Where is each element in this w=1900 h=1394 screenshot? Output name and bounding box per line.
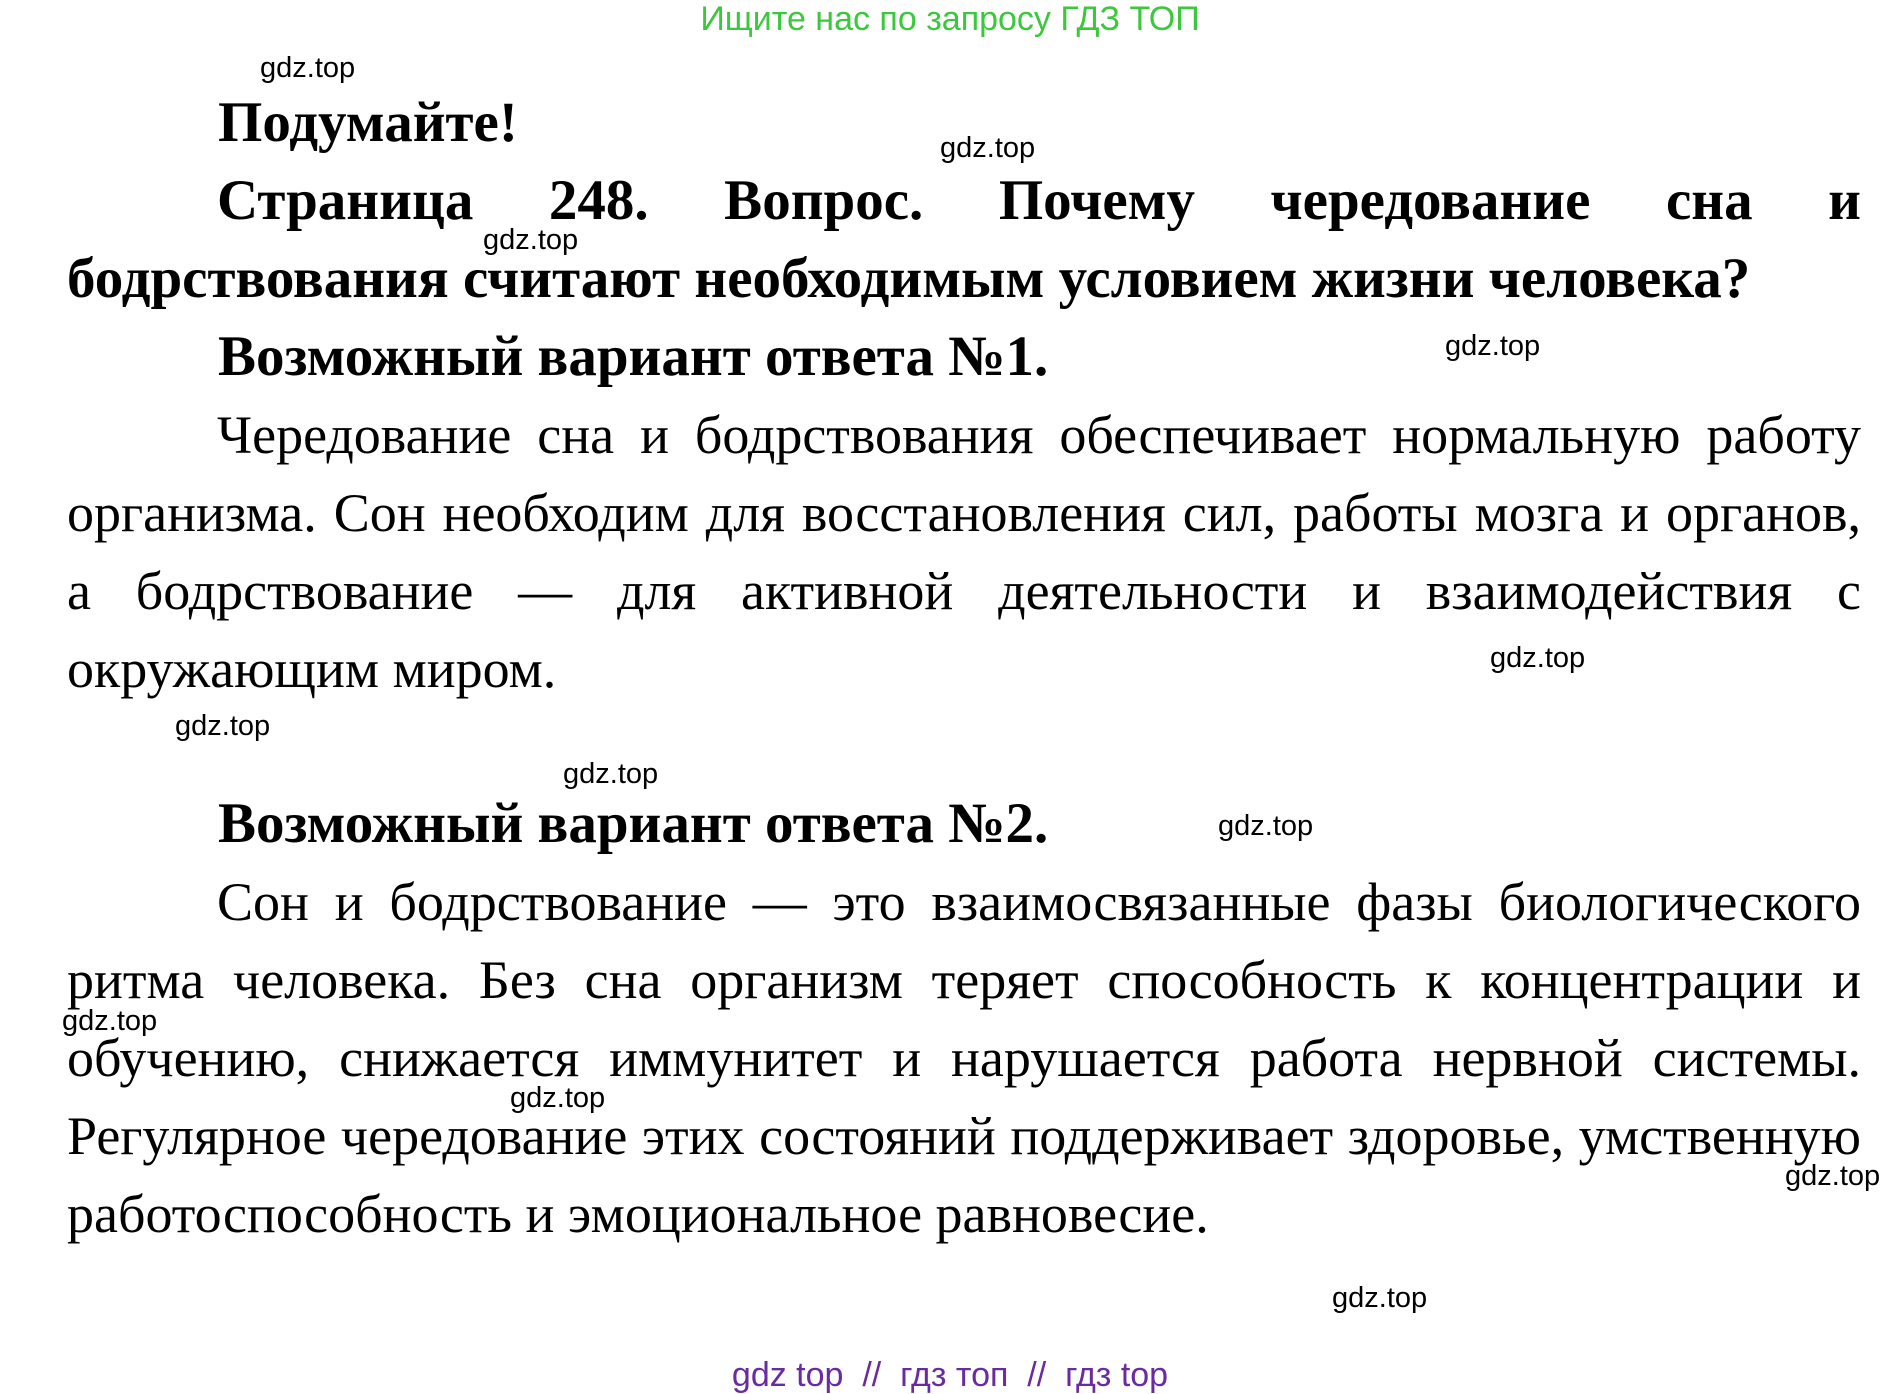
- watermark: gdz.top: [1332, 1282, 1428, 1314]
- watermark: gdz.top: [1785, 1160, 1881, 1192]
- watermark: gdz.top: [1445, 330, 1541, 362]
- watermark: gdz.top: [940, 132, 1036, 164]
- think-heading: Подумайте!: [218, 91, 518, 154]
- watermark: gdz.top: [1218, 810, 1314, 842]
- watermark: gdz.top: [563, 758, 659, 790]
- answer-1-heading: Возможный вариант ответа №1.: [218, 325, 1049, 388]
- watermark: gdz.top: [260, 52, 356, 84]
- watermark: gdz.top: [510, 1082, 606, 1114]
- footer-links: gdz top // гдз топ // гдз top: [731, 1356, 1169, 1394]
- answer-2-heading: Возможный вариант ответа №2.: [218, 792, 1049, 855]
- answer-2-text: Сон и бодрствование — это взаимосвязанные фазы биологического ритма человека. Без сна организм теряет способность к концентрации и обучению, снижается иммунитет и нарушается работа нервной системы. Регулярное чередование этих состояний поддерживает здоровье, умственную работоспособность и эмоциональное равновесие.: [67, 872, 1861, 1244]
- watermark: gdz.top: [483, 224, 579, 256]
- question-text: Страница 248. Вопрос. Почему чередование сна и бодрствования считают необходимым условием жизни человека?: [67, 169, 1861, 310]
- watermark: gdz.top: [1490, 642, 1586, 674]
- answer-1-text: Чередование сна и бодрствования обеспечивает нормальную работу организма. Сон необходим для восстановления сил, работы мозга и органов, а бодрствование — для активной деятельности и взаимодействия с окружающим миром.: [67, 405, 1861, 699]
- search-banner: Ищите нас по запросу ГДЗ ТОП: [700, 0, 1200, 38]
- watermark: gdz.top: [175, 710, 271, 742]
- watermark: gdz.top: [62, 1005, 158, 1037]
